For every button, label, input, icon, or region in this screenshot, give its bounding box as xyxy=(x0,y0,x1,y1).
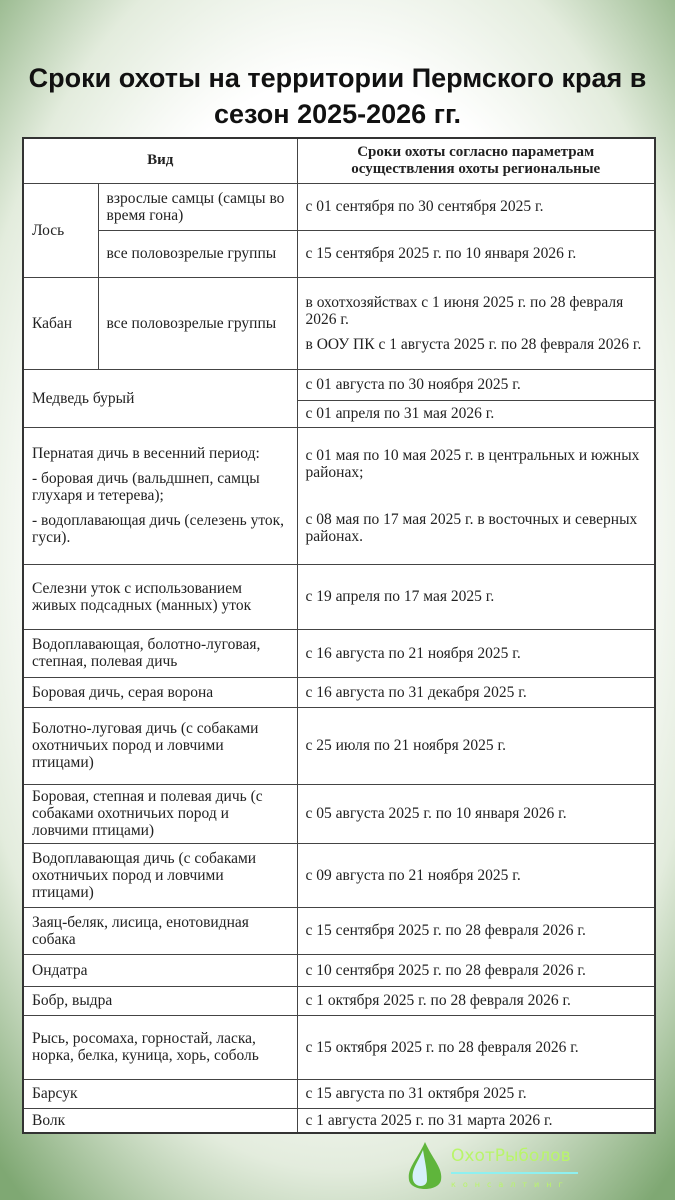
species: Кабан xyxy=(23,277,98,369)
dates-2: с 08 мая по 17 мая 2025 г. в восточных и северных районах. xyxy=(305,510,638,545)
species: Бобр, выдра xyxy=(23,986,297,1015)
species: Боровая, степная и полевая дичь (с собаками охотничьих пород и ловчими птицами) xyxy=(23,784,297,843)
species: Водоплавающая дичь (с собаками охотничьих пород и ловчими птицами) xyxy=(23,843,297,907)
dates: с 16 августа по 21 ноября 2025 г. xyxy=(297,629,655,677)
table-row xyxy=(23,784,655,843)
line: Пернатая дичь в весенний период: xyxy=(32,445,260,462)
page-title: Сроки охоты на территории Пермского края в сезон 2025-2026 гг. xyxy=(28,63,647,129)
subgroup: взрослые самцы (самцы во время гона) xyxy=(98,183,297,230)
dates-2: в ООУ ПК с 1 августа 2025 г. по 28 февраля 2026 г. xyxy=(305,335,642,353)
dates: с 15 сентября 2025 г. по 28 февраля 2026 г. xyxy=(297,907,655,954)
table-row xyxy=(23,1015,655,1079)
table-row xyxy=(23,843,655,907)
species: Лось xyxy=(23,183,98,277)
species: Рысь, росомаха, горностай, ласка, норка, белка, куница, хорь, соболь xyxy=(23,1015,297,1079)
table-row xyxy=(23,230,655,277)
subgroup: все половозрелые группы xyxy=(98,230,297,277)
table-row xyxy=(23,564,655,629)
table-row xyxy=(23,277,655,369)
species: Волк xyxy=(23,1108,297,1133)
table-row xyxy=(23,369,655,400)
dates: с 1 октября 2025 г. по 28 февраля 2026 г. xyxy=(297,986,655,1015)
species: Болотно-луговая дичь (с собаками охотничьих пород и ловчими птицами) xyxy=(23,707,297,784)
species: Ондатра xyxy=(23,954,297,986)
species: Боровая дичь, серая ворона xyxy=(23,677,297,707)
dates: с 01 августа по 30 ноября 2025 г. xyxy=(297,369,655,400)
species xyxy=(23,427,297,564)
line: - водоплавающая дичь (селезень уток, гуси). xyxy=(32,512,285,546)
brand-subtitle: консалтинг xyxy=(451,1180,570,1189)
dates: с 16 августа по 31 декабря 2025 г. xyxy=(297,677,655,707)
brand-logo xyxy=(405,1140,578,1195)
dates: с 25 июля по 21 ноября 2025 г. xyxy=(297,707,655,784)
header-dates: Сроки охоты согласно параметрам осуществления охоты региональные xyxy=(297,138,655,183)
dates: с 19 апреля по 17 мая 2025 г. xyxy=(297,564,655,629)
subgroup: все половозрелые группы xyxy=(98,277,297,369)
dates: с 01 сентября по 30 сентября 2025 г. xyxy=(297,183,655,230)
species: Заяц-беляк, лисица, енотовидная собака xyxy=(23,907,297,954)
header-kind: Вид xyxy=(23,138,297,183)
table-row xyxy=(23,677,655,707)
dates: с 01 апреля по 31 мая 2026 г. xyxy=(297,400,655,427)
species: Водоплавающая, болотно-луговая, степная, полевая дичь xyxy=(23,629,297,677)
table-row xyxy=(23,986,655,1015)
brand-name: ОхотРыболов xyxy=(451,1146,571,1166)
dates: с 10 сентября 2025 г. по 28 февраля 2026 г. xyxy=(297,954,655,986)
dates xyxy=(297,427,655,564)
table-row xyxy=(23,907,655,954)
dates: с 1 августа 2025 г. по 31 марта 2026 г. xyxy=(297,1108,655,1133)
dates: с 05 августа 2025 г. по 10 января 2026 г. xyxy=(297,784,655,843)
species: Барсук xyxy=(23,1079,297,1108)
table-row xyxy=(23,629,655,677)
dates-1: с 01 мая по 10 мая 2025 г. в центральных и южных районах; xyxy=(305,446,640,481)
line: - боровая дичь (вальдшнеп, самцы глухаря и тетерева); xyxy=(32,470,260,504)
table-row xyxy=(23,183,655,230)
dates: с 09 августа по 21 ноября 2025 г. xyxy=(297,843,655,907)
species: Медведь бурый xyxy=(23,369,297,427)
table-row xyxy=(23,427,655,564)
species: Селезни уток с использованием живых подсадных (манных) уток xyxy=(23,564,297,629)
hunting-seasons-table xyxy=(22,137,656,1134)
table-row xyxy=(23,954,655,986)
table-row xyxy=(23,707,655,784)
brand-divider xyxy=(451,1172,578,1174)
dates: с 15 августа по 31 октября 2025 г. xyxy=(297,1079,655,1108)
dates xyxy=(297,277,655,369)
drop-leaf-icon xyxy=(405,1140,445,1195)
dates-1: в охотхозяйствах с 1 июня 2025 г. по 28 февраля 2026 г. xyxy=(305,293,624,328)
dates: с 15 сентября 2025 г. по 10 января 2026 г. xyxy=(297,230,655,277)
dates: с 15 октября 2025 г. по 28 февраля 2026 г. xyxy=(297,1015,655,1079)
table-row xyxy=(23,1079,655,1108)
table-row xyxy=(23,1108,655,1133)
